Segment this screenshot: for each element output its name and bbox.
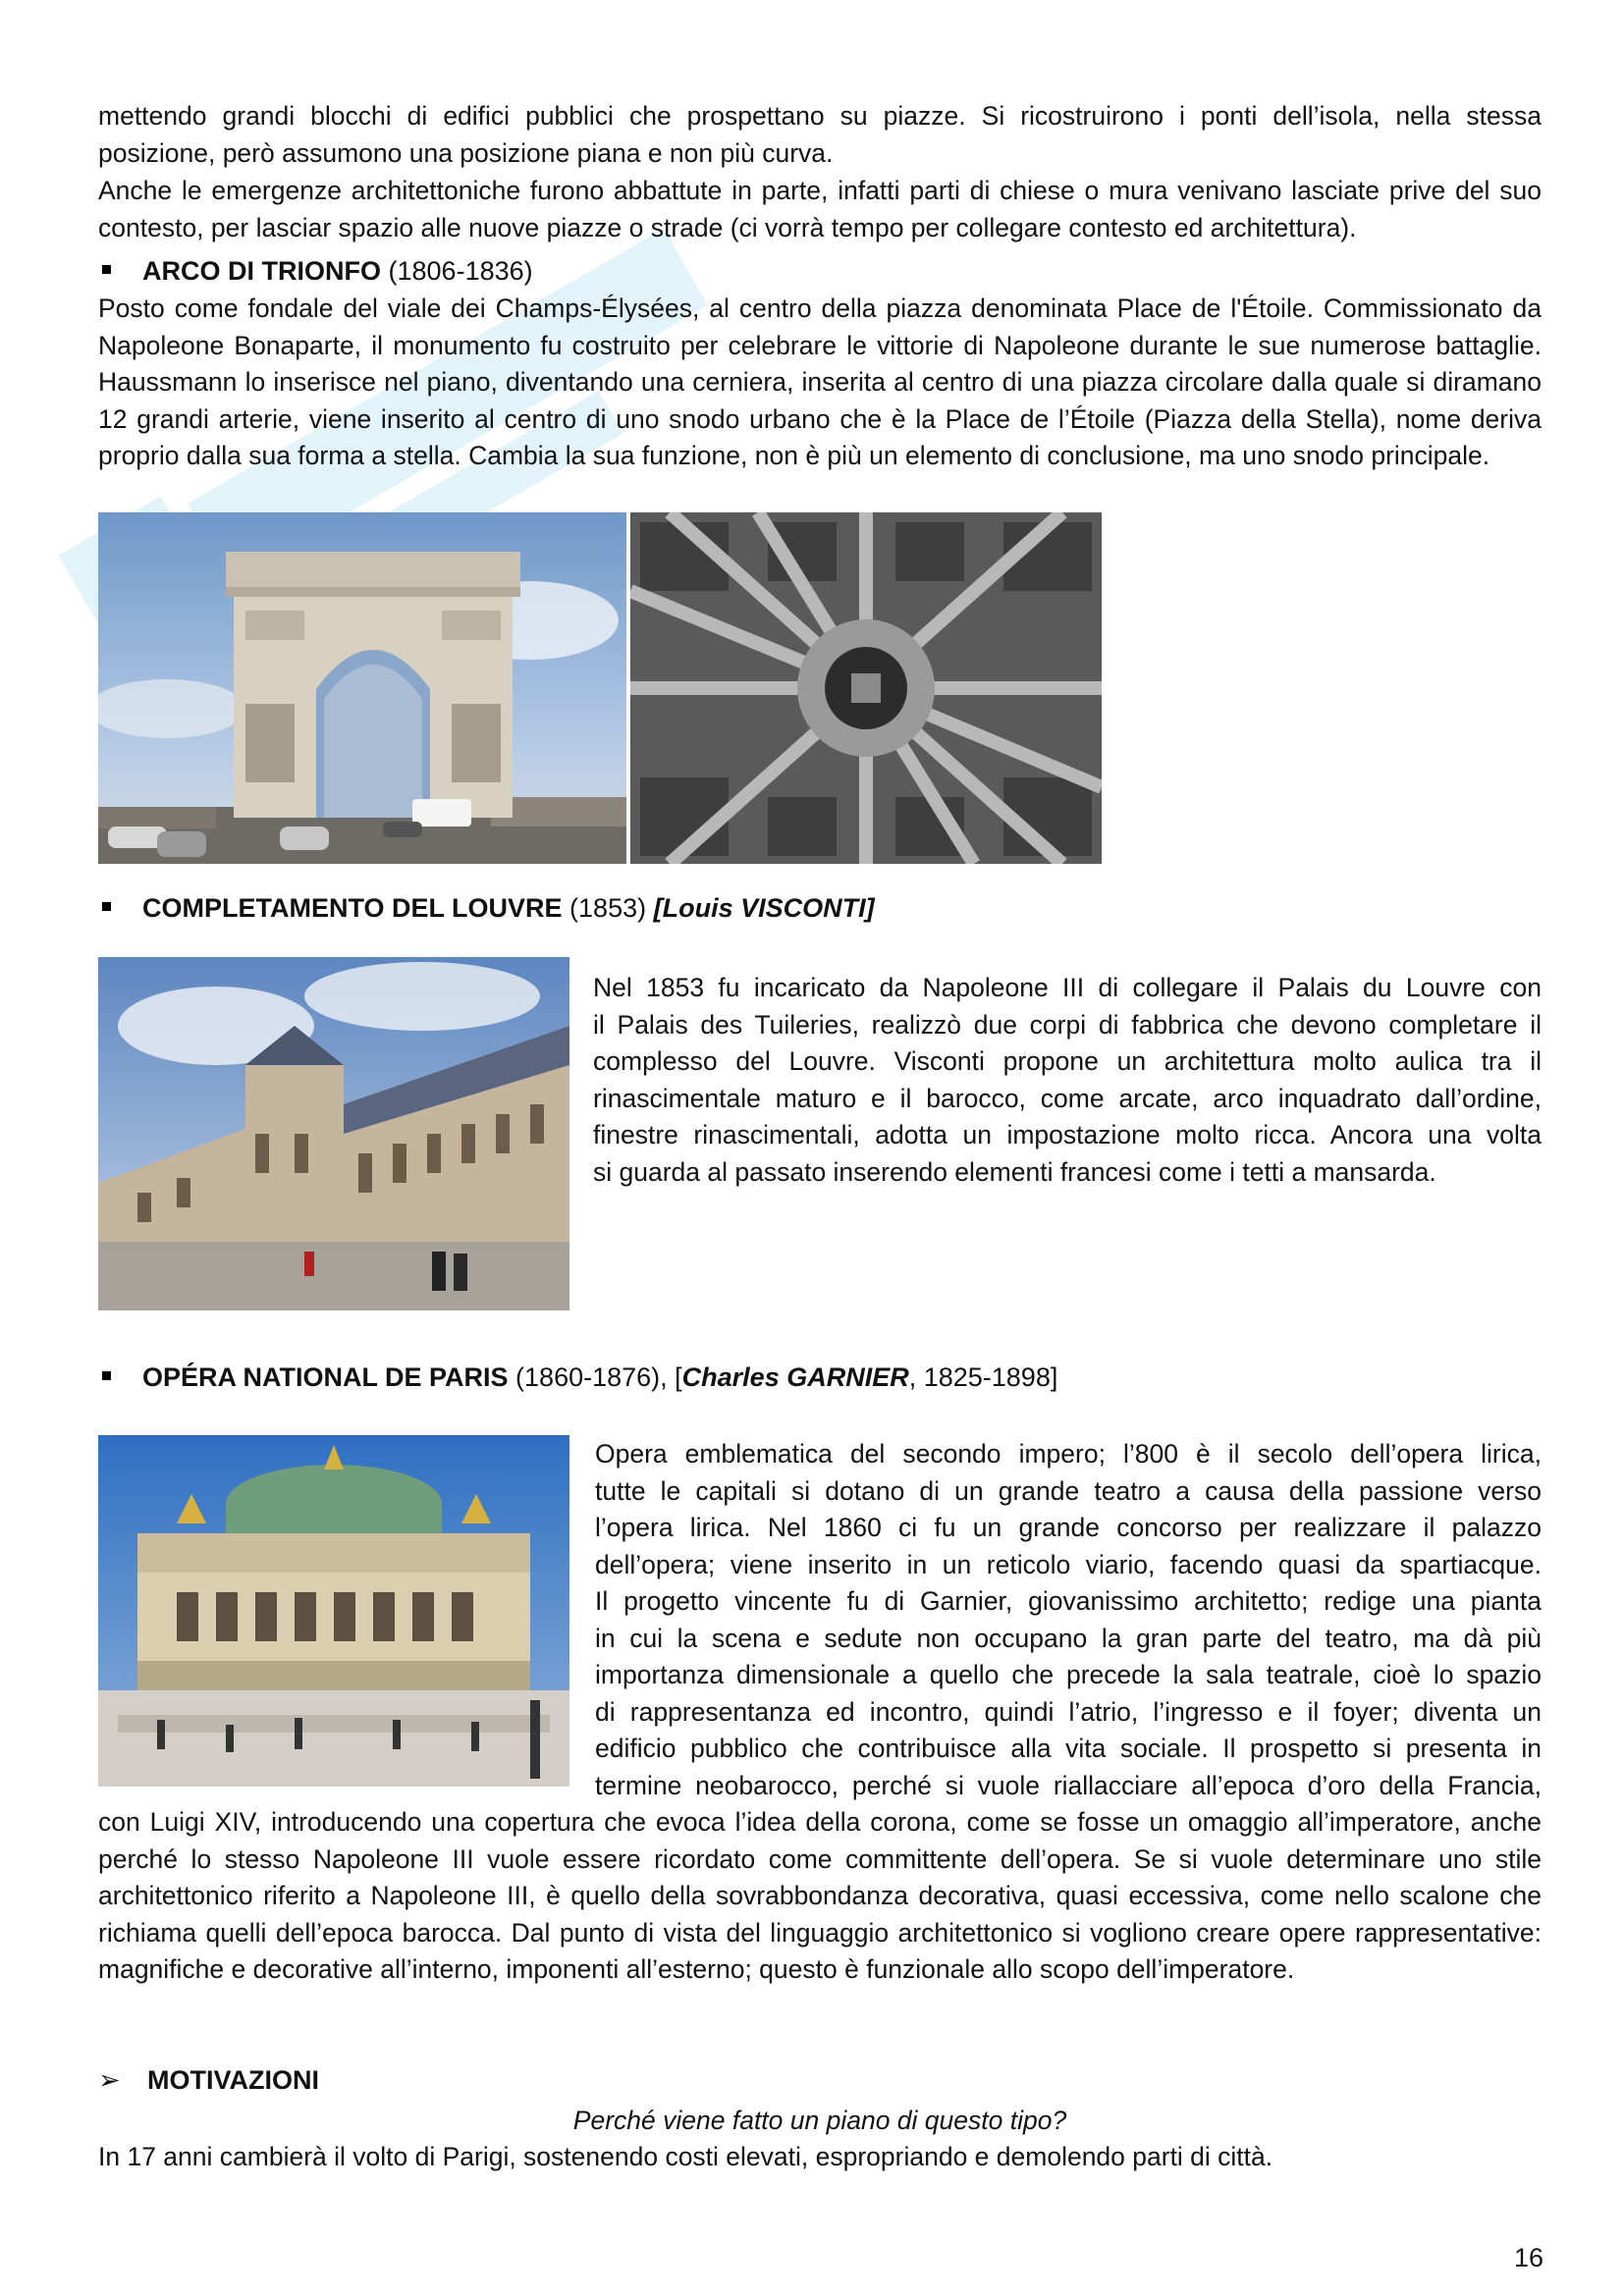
opera-line: dell’opera; viene inserito in un reticolo viario, facendo quasi da spartiacque. (595, 1549, 1542, 1579)
heading-louvre (98, 889, 875, 927)
intro-line-1: mettendo grandi blocchi di edifici pubblici che prospettano su piazze. Si ricostruirono i ponti dell’isola, nella stessa (98, 101, 1542, 131)
opera-line: importanza dimensionale a quello che precede la sala teatrale, cioè lo spazio (595, 1660, 1542, 1689)
louvre-line: complesso del Louvre. Visconti propone un architettura molto aulica tra il (593, 1046, 1542, 1076)
louvre-dates: (1853) (569, 893, 647, 923)
motivazioni-question: Perché viene fatto un piano di questo tipo? (572, 2106, 1067, 2135)
louvre-title: COMPLETAMENTO DEL LOUVRE (142, 893, 563, 923)
intro-line-2: posizione, però assumono una posizione piana e non più curva. (98, 137, 834, 168)
opera-line: in cui la scena e sedute non occupano la gran parte del teatro, ma dà più (595, 1623, 1542, 1653)
opera-line: termine neobarocco, perché si vuole riallacciare all’epoca d’oro della Francia, (595, 1770, 1542, 1800)
louvre-line: finestre rinascimentali, adotta un impostazione molto ricca. Ancora una volta (593, 1120, 1542, 1149)
opera-line: di rappresentanza ed incontro, quindi l’atrio, l’ingresso e il foyer; diventa un (595, 1696, 1542, 1727)
louvre-line: si guarda al passato inserendo elementi francesi come i tetti a mansarda. (593, 1156, 1436, 1187)
motivazioni-title: MOTIVAZIONI (147, 2065, 319, 2095)
opera-line: tutte le capitali si dotano di un grande teatro a causa della passione verso (595, 1475, 1542, 1506)
louvre-line: Nel 1853 fu incaricato da Napoleone III di collegare il Palais du Louvre con (593, 973, 1542, 1002)
louvre-author: [Louis VISCONTI] (653, 893, 875, 923)
opera-author: Charles GARNIER (681, 1362, 909, 1392)
bullet-icon (102, 1371, 111, 1380)
opera-title: OPÉRA NATIONAL DE PARIS (142, 1362, 509, 1392)
intro-paragraph-2: Anche le emergenze architettoniche furono abbattute in parte, infatti parti di chiese o mura venivano lasciate prive del suo contesto, per lasciar spazio alle nuove piazze o strade (ci vorrà tempo per collegare contesto ed architettura). (98, 176, 1542, 242)
louvre-line: il Palais des Tuileries, realizzò due corpi di fabbrica che devono completare il (593, 1009, 1542, 1040)
arco-dates: (1806-1836) (388, 256, 533, 286)
bullet-icon (102, 265, 111, 274)
motivazioni-text: In 17 anni cambierà il volto di Parigi, sostenendo costi elevati, espropriando e demolendo parti di città. (98, 2142, 1273, 2171)
heading-opera (98, 1359, 1057, 1396)
opera-line: Opera emblematica del secondo impero; l’800 è il secolo dell’opera lirica, (595, 1439, 1542, 1468)
arrow-bullet-icon: ➢ (98, 2065, 121, 2095)
opera-dates: (1860-1876), [ (515, 1362, 682, 1392)
opera-author-dates: , 1825-1898] (908, 1362, 1058, 1392)
opera-line: l’opera lirica. Nel 1860 ci fu un grande concorso per realizzare il palazzo (595, 1513, 1542, 1542)
heading-motivazioni (98, 2061, 319, 2099)
intro-paragraph (98, 98, 1542, 172)
arc-de-triomphe-photo (98, 512, 626, 864)
louvre-photo (98, 957, 569, 1310)
opera-continuation: con Luigi XIV, introducendo una copertura che evoca l’idea della corona, come se fosse un omaggio all’imperatore, anche perché lo stesso Napoleone III vuole essere ricordato come committente dell’opera. Se si vuole determinare uno stile architettonico riferito a Napoleone III, è quello della sovrabbondanza decorativa, quasi eccessiva, come nello scalone che richiama quelli dell’epoca barocca. Dal punto di vista del linguaggio architettonico si vogliono creare opere rappresentative: magnifiche e decorative all’interno, imponenti all’esterno; questo è funzionale allo scopo dell’imperatore. (98, 1807, 1542, 1984)
page-number: 16 (1513, 2243, 1543, 2272)
louvre-line: rinascimentale maturo e il barocco, come arcate, arco inquadrato dall’ordine, (593, 1083, 1542, 1113)
arco-title: ARCO DI TRIONFO (142, 256, 381, 286)
opera-garnier-photo (98, 1435, 569, 1787)
opera-line: Il progetto vincente fu di Garnier, giovanissimo architetto; redige una pianta (595, 1586, 1542, 1616)
place-etoile-aerial-photo (630, 512, 1102, 864)
bullet-icon (102, 902, 111, 911)
heading-arco (98, 252, 533, 290)
opera-line: edificio pubblico che contribuisce alla vita sociale. Il prospetto si presenta in (595, 1734, 1542, 1763)
arco-paragraph: Posto come fondale del viale dei Champs-Élysées, al centro della piazza denominata Place de l'Étoile. Commissionato da Napoleone Bonaparte, il monumento fu costruito per celebrare le vittorie di Napoleone durante le sue numerose battaglie. Haussmann lo inserisce nel piano, diventando una cerniera, inserita al centro di una piazza circolare dalla quale si diramano 12 grandi arterie, viene inserito al centro di uno snodo urbano che è la Place de l’Étoile (Piazza della Stella), nome deriva proprio dalla sua forma a stella. Cambia la sua funzione, non è più un elemento di conclusione, ma uno snodo principale. (98, 294, 1542, 470)
